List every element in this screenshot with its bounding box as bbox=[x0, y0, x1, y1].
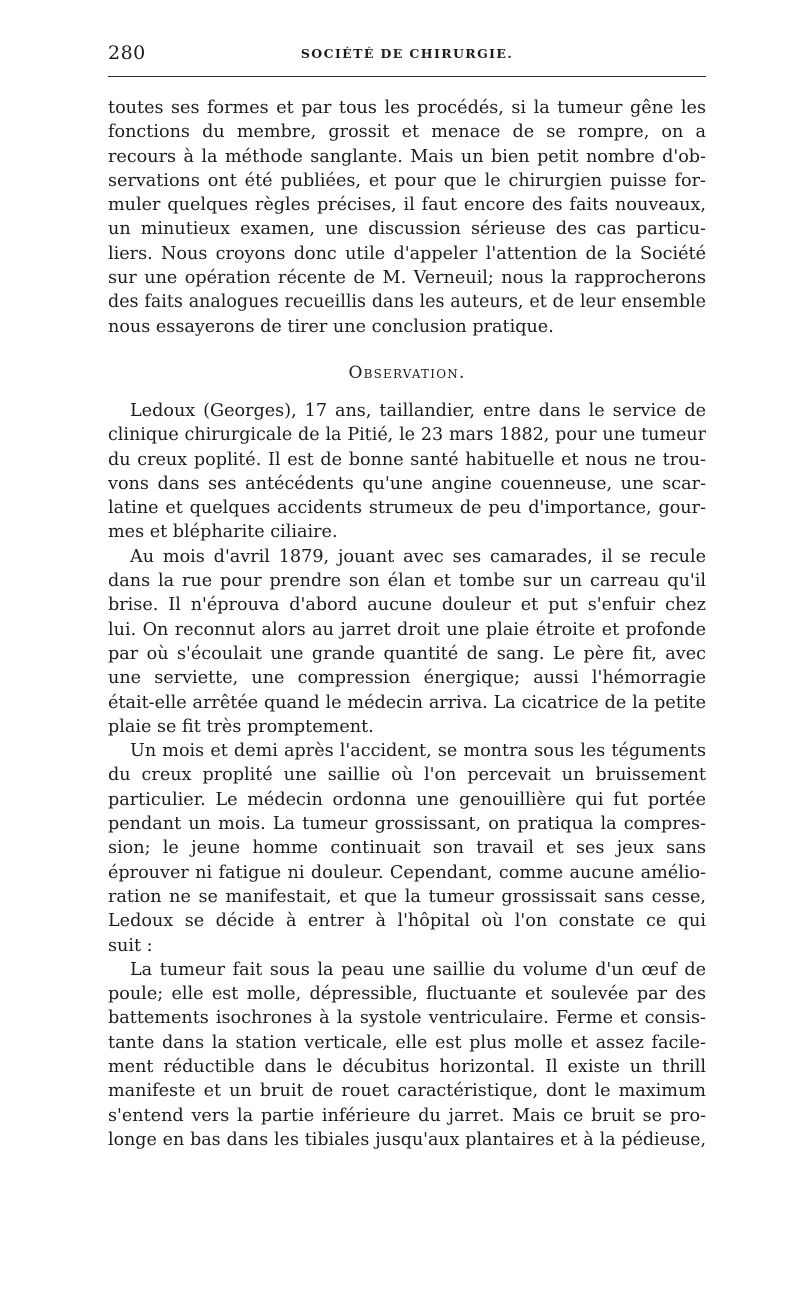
text-line: liers. Nous croyons donc utile d'appeler l'attention de la Société bbox=[108, 243, 706, 264]
text-line: servations ont été publiées, et pour que le chirurgien puisse for- bbox=[108, 170, 706, 191]
text-line: dans la rue pour prendre son élan et tombe sur un carreau qu'il bbox=[108, 571, 706, 592]
paragraph-examination bbox=[108, 958, 706, 1152]
text-line: du creux poplité. Il est de bonne santé habituelle et nous ne trou- bbox=[108, 449, 706, 470]
text-line: pendant un mois. La tumeur grossissant, on pratiqua la compres- bbox=[108, 814, 706, 835]
text-line: La tumeur fait sous la peau une saillie du volume d'un œuf de bbox=[130, 959, 706, 980]
text-line: du creux proplité une saillie où l'on percevait un bruissement bbox=[108, 765, 706, 786]
text-line: lui. On reconnut alors au jarret droit une plaie étroite et profonde bbox=[108, 619, 706, 640]
text-line: éprouver ni fatigue ni douleur. Cependant, comme aucune amélio- bbox=[108, 862, 706, 883]
section-heading: Observation. bbox=[348, 362, 466, 383]
text-line: mes et blépharite ciliaire. bbox=[108, 522, 338, 543]
text-line: Au mois d'avril 1879, jouant avec ses camarades, il se recule bbox=[130, 546, 706, 567]
text-line: plaie se fit très promptement. bbox=[108, 716, 374, 737]
header-rule bbox=[108, 76, 706, 77]
paragraph-patient-history bbox=[108, 399, 706, 545]
text-line: une serviette, une compression énergique; aussi l'hémorragie bbox=[108, 668, 706, 689]
text-line: tante dans la station verticale, elle est plus molle et assez facile- bbox=[108, 1032, 706, 1053]
text-line: sur une opération récente de M. Verneuil; nous la rapprocherons bbox=[108, 268, 706, 289]
text-line: était-elle arrêtée quand le médecin arriva. La cicatrice de la petite bbox=[108, 692, 706, 713]
text-line: des faits analogues recueillis dans les auteurs, et de leur ensemble bbox=[108, 292, 706, 313]
text-line: ration ne se manifestait, et que la tumeur grossissait sans cesse, bbox=[108, 886, 706, 907]
text-line: Ledoux se décide à entrer à l'hôpital où l'on constate ce qui bbox=[108, 911, 706, 932]
text-line: ment réductible dans le décubitus horizontal. Il existe un thrill bbox=[108, 1056, 706, 1077]
text-line: recours à la méthode sanglante. Mais un bien petit nombre d'ob- bbox=[108, 146, 706, 167]
text-line: battements isochrones à la systole ventriculaire. Ferme et consis- bbox=[108, 1008, 706, 1029]
text-line: fonctions du membre, grossit et menace de se rompre, on a bbox=[108, 122, 706, 143]
text-line: par où s'écoulait une grande quantité de sang. Le père fit, avec bbox=[108, 643, 706, 664]
text-line: brise. Il n'éprouva d'abord aucune douleur et put s'enfuir chez bbox=[108, 595, 706, 616]
text-line: poule; elle est molle, dépressible, fluctuante et soulevée par des bbox=[108, 984, 706, 1005]
text-line: latine et quelques accidents strumeux de peu d'importance, gour- bbox=[108, 498, 706, 519]
text-line: s'entend vers la partie inférieure du jarret. Mais ce bruit se pro- bbox=[108, 1105, 706, 1126]
text-line: Ledoux (Georges), 17 ans, taillandier, entre dans le service de bbox=[130, 400, 706, 421]
intro-paragraph bbox=[108, 96, 706, 339]
text-line: muler quelques règles précises, il faut encore des faits nouveaux, bbox=[108, 195, 706, 216]
page-number: 280 bbox=[108, 42, 146, 64]
text-line: sion; le jeune homme continuait son travail et ses jeux sans bbox=[108, 838, 706, 859]
text-line: particulier. Le médecin ordonna une genouillière qui fut portée bbox=[108, 789, 706, 810]
text-line: Un mois et demi après l'accident, se montra sous les téguments bbox=[130, 741, 706, 762]
body-text bbox=[108, 96, 706, 1152]
text-line: longe en bas dans les tibiales jusqu'aux plantaires et à la pédieuse, bbox=[108, 1129, 706, 1150]
text-line: manifeste et un bruit de rouet caractéristique, dont le maximum bbox=[108, 1081, 706, 1102]
text-line: nous essayerons de tirer une conclusion pratique. bbox=[108, 316, 554, 337]
paragraph-progression bbox=[108, 739, 706, 958]
text-line: un minutieux examen, une discussion sérieuse des cas particu- bbox=[108, 219, 706, 240]
running-head: SOCIÉTÉ DE CHIRURGIE. bbox=[300, 46, 514, 61]
text-line: toutes ses formes et par tous les procédés, si la tumeur gêne les bbox=[108, 98, 706, 118]
page-header bbox=[108, 42, 706, 72]
text-line: clinique chirurgicale de la Pitié, le 23 mars 1882, pour une tumeur bbox=[108, 425, 706, 446]
paragraph-accident bbox=[108, 545, 706, 739]
text-line: vons dans ses antécédents qu'une angine couenneuse, une scar- bbox=[108, 473, 706, 494]
text-line: suit : bbox=[108, 935, 153, 956]
